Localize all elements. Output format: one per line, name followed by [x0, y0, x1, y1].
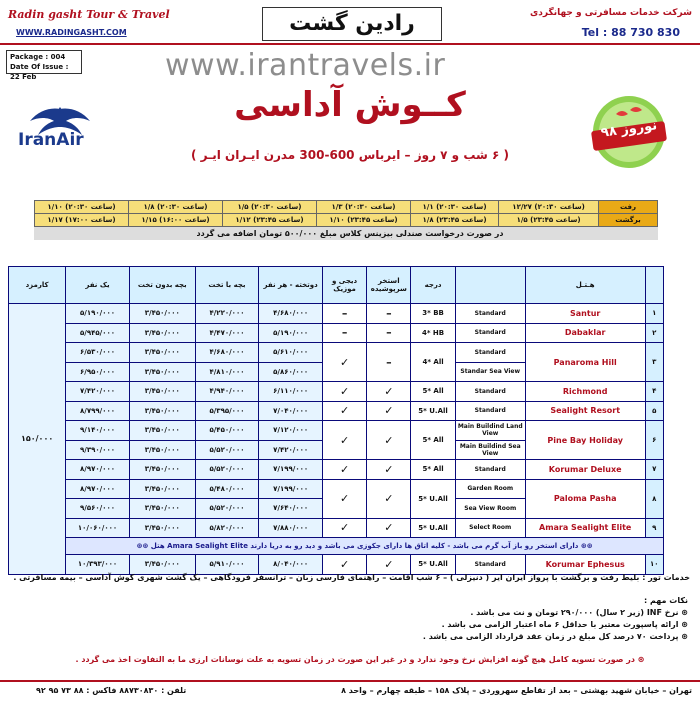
disco-mark: ✓	[322, 343, 366, 382]
flight-return-label: برگشت	[599, 214, 658, 227]
row-number: ۱	[645, 304, 663, 324]
amara-note-row	[9, 538, 664, 555]
price-child-nobed: ۳/۴۵۰/۰۰۰	[129, 479, 195, 499]
row-number: ۳	[645, 343, 663, 382]
watermark: www.irantravels.ir	[165, 48, 446, 83]
price-child-bed: ۴/۶۸۰/۰۰۰	[195, 343, 259, 363]
price-single: ۶/۹۵۰/۰۰۰	[66, 362, 130, 382]
price-single: ۹/۵۶۰/۰۰۰	[66, 499, 130, 519]
price-single: ۹/۳۹۰/۰۰۰	[66, 440, 130, 460]
room-type: Standard	[455, 343, 525, 363]
price-double: ۷/۱۹۹/۰۰۰	[259, 460, 323, 480]
flight-depart-label: رفت	[599, 201, 658, 214]
flight-cell: ۱/۱۰ (ساعت ۲۰:۳۰)	[35, 201, 129, 214]
flight-cell: ۱/۱۷ (ساعت ۱۷:۰۰)	[35, 214, 129, 227]
row-number: ۶	[645, 421, 663, 460]
note-item: ⊛ ارائه پاسپورت معتبر با حداقل ۶ ماه اعتبار الزامی می باشد .	[441, 620, 688, 629]
flight-cell: ۱/۱۰ (ساعت ۲۳:۴۵)	[316, 214, 410, 227]
price-single: ۸/۹۷۰/۰۰۰	[66, 460, 130, 480]
pool-mark: –	[367, 304, 411, 324]
pool-mark: ✓	[367, 555, 411, 575]
price-double: ۶/۱۱۰/۰۰۰	[259, 382, 323, 402]
flight-cell: ۱/۳ (ساعت ۲۰:۳۰)	[316, 201, 410, 214]
page-title: کــوش آداسی	[234, 85, 466, 125]
hotel-grade: 5* U.All	[411, 518, 455, 538]
airline-name: IranAir	[18, 130, 84, 150]
header-phone: Tel : 88 730 830	[581, 26, 680, 39]
pool-mark: ✓	[367, 460, 411, 480]
header-grade: درجه	[411, 267, 455, 304]
price-child-bed: ۴/۴۷۰/۰۰۰	[195, 323, 259, 343]
tour-services: خدمات تور : بلیط رفت و برگشت با پرواز ایران ایر ( دنیزلی ) – ۶ شب اقامت – راهنمای فارسی زبان – ترانسفر فرودگاهی – یک گشت شهری کوش آداسی – بیمه مسافرتی .	[13, 573, 690, 582]
price-double: ۷/۶۴۰/۰۰۰	[259, 499, 323, 519]
price-double: ۴/۶۸۰/۰۰۰	[259, 304, 323, 324]
header-child-nobed: بچه بدون تخت	[129, 267, 195, 304]
header-pool: استخر سرپوشیده	[367, 267, 411, 304]
room-type: Standard	[455, 460, 525, 480]
disco-mark: ✓	[322, 555, 366, 575]
table-row	[9, 555, 664, 575]
header-double: دوتخته - هر نفر	[259, 267, 323, 304]
hotel-grade: 3* BB	[411, 304, 455, 324]
footer-address: تهران – خیابان شهید بهشتی – بعد از تقاطع سهروردی – پلاک ۱۵۸ – طبقه چهارم – واحد ۸	[341, 686, 692, 695]
header-room	[455, 267, 525, 304]
disco-mark: ✓	[322, 460, 366, 480]
table-row	[9, 382, 664, 402]
note-item: ⊛ پرداخت ۷۰ درصد کل مبلغ در زمان عقد قرارداد الزامی می باشد .	[422, 632, 688, 641]
flight-cell: ۱۲/۲۷ (ساعت ۲۰:۳۰)	[499, 201, 599, 214]
price-double: ۵/۶۱۰/۰۰۰	[259, 343, 323, 363]
page-subtitle: ( ۶ شب و ۷ روز – ایرباس 600-300 مدرن ایـران ایـر )	[190, 148, 509, 162]
notes-heading: نکات مهم :	[644, 596, 688, 605]
price-child-bed: ۴/۸۱۰/۰۰۰	[195, 362, 259, 382]
row-number: ۲	[645, 323, 663, 343]
flight-cell: ۱/۱ (ساعت ۲۰:۳۰)	[410, 201, 498, 214]
flight-cell: ۱/۵ (ساعت ۲۳:۴۵)	[499, 214, 599, 227]
price-child-bed: ۵/۸۲۰/۰۰۰	[195, 518, 259, 538]
table-row	[9, 518, 664, 538]
pool-mark: ✓	[367, 479, 411, 518]
table-row	[9, 421, 664, 441]
price-child-bed: ۵/۹۱۰/۰۰۰	[195, 555, 259, 575]
pool-mark: –	[367, 343, 411, 382]
hotel-name: Paloma Pasha	[525, 479, 645, 518]
table-row	[9, 460, 664, 480]
currency-warning-note: ⊛ در صورت تسویه کامل هیچ گونه افزایش نرخ وجود ندارد و در غیر این صورت در زمان تسویه به علت نوسانات ارزی ما به التفاوت اخذ می گردد .	[75, 655, 645, 664]
price-child-nobed: ۳/۴۵۰/۰۰۰	[129, 499, 195, 519]
room-type: Standard	[455, 555, 525, 575]
brand-url-link[interactable]: WWW.RADINGASHT.COM	[16, 28, 127, 37]
price-child-bed: ۵/۴۵۰/۰۰۰	[195, 421, 259, 441]
disco-mark: ✓	[322, 382, 366, 402]
hotel-grade: 4* All	[411, 343, 455, 382]
commission-cell: ۱۵۰/۰۰۰	[9, 304, 66, 575]
price-single: ۷/۴۲۰/۰۰۰	[66, 382, 130, 402]
price-single: ۶/۵۳۰/۰۰۰	[66, 343, 130, 363]
hotel-name: Santur	[525, 304, 645, 324]
nowruz-badge-text: نوروز ۹۸	[599, 118, 659, 141]
disco-mark: ✓	[322, 518, 366, 538]
row-number: ۱۰	[645, 555, 663, 575]
room-type: Select Room	[455, 518, 525, 538]
header-commission: کارمزد	[9, 267, 66, 304]
price-double: ۷/۱۹۹/۰۰۰	[259, 479, 323, 499]
price-child-nobed: ۳/۴۵۰/۰۰۰	[129, 323, 195, 343]
table-row	[9, 479, 664, 499]
hotel-grade: 5* All	[411, 421, 455, 460]
header-disco: دیجی و موزیک	[322, 267, 366, 304]
price-double: ۷/۴۲۰/۰۰۰	[259, 440, 323, 460]
price-child-bed: ۵/۳۹۵/۰۰۰	[195, 401, 259, 421]
disco-mark: –	[322, 323, 366, 343]
price-child-nobed: ۳/۴۵۰/۰۰۰	[129, 401, 195, 421]
hotel-grade: 5* All	[411, 382, 455, 402]
room-type: Main Buildind Sea View	[455, 440, 525, 460]
flight-cell: ۱/۱۵ (ساعت ۱۶:۰۰)	[128, 214, 222, 227]
hotel-price-table	[8, 266, 664, 575]
pool-mark: ✓	[367, 382, 411, 402]
flight-cell: ۱/۱۲ (ساعت ۲۳:۴۵)	[222, 214, 316, 227]
price-double: ۵/۸۶۰/۰۰۰	[259, 362, 323, 382]
hotel-name: Amara Sealight Elite	[525, 518, 645, 538]
price-single: ۵/۱۹۰/۰۰۰	[66, 304, 130, 324]
header-single: یک نفر	[66, 267, 130, 304]
flight-cell: ۱/۸ (ساعت ۲۰:۳۰)	[128, 201, 222, 214]
flights-return-row	[35, 214, 658, 227]
pool-mark: –	[367, 323, 411, 343]
room-type: Standard	[455, 304, 525, 324]
price-double: ۵/۱۹۰/۰۰۰	[259, 323, 323, 343]
flights-table	[34, 200, 658, 227]
table-row	[9, 401, 664, 421]
hotel-name: Pine Bay Holiday	[525, 421, 645, 460]
disco-mark: ✓	[322, 401, 366, 421]
package-number: Package : 004	[10, 53, 66, 61]
price-child-nobed: ۳/۴۵۰/۰۰۰	[129, 555, 195, 575]
price-child-bed: ۵/۵۲۰/۰۰۰	[195, 499, 259, 519]
footer-phone-fax: تلفن : ۸۸۷۳۰۸۳۰ فاکس : ۸۸ ۷۳ ۹۵ ۹۲	[36, 686, 187, 695]
room-type: Standard	[455, 401, 525, 421]
note-item: ⊛ نرخ INF (زیر ۲ سال) ۲۹۰/۰۰۰ تومان و نت می باشد .	[470, 608, 688, 617]
brand-title-fa: رادین گشت	[289, 11, 415, 36]
price-child-nobed: ۳/۴۵۰/۰۰۰	[129, 362, 195, 382]
table-row	[9, 343, 664, 363]
row-number: ۷	[645, 460, 663, 480]
price-single: ۸/۹۷۰/۰۰۰	[66, 479, 130, 499]
hotel-name: Korumar Deluxe	[525, 460, 645, 480]
disco-mark: –	[322, 304, 366, 324]
amara-note: ⊛⊛ هتل Amara Sealight Elite دارای استخر رو باز آب گرم می باشد - کلیه اتاق ها دارای جکوزی می باشد و دید رو به دریا دارند ⊛⊛	[66, 538, 664, 555]
price-single: ۱۰/۰۶۰/۰۰۰	[66, 518, 130, 538]
flight-cell: ۱/۵ (ساعت ۲۰:۳۰)	[222, 201, 316, 214]
hotel-name: Dabaklar	[525, 323, 645, 343]
room-type: Garden Room	[455, 479, 525, 499]
hotel-grade: 5* All	[411, 460, 455, 480]
hotel-name: Sealight Resort	[525, 401, 645, 421]
price-child-bed: ۵/۴۸۰/۰۰۰	[195, 479, 259, 499]
price-child-nobed: ۳/۴۵۰/۰۰۰	[129, 421, 195, 441]
price-child-nobed: ۳/۴۵۰/۰۰۰	[129, 304, 195, 324]
price-single: ۵/۹۴۵/۰۰۰	[66, 323, 130, 343]
table-header-row	[9, 267, 664, 304]
header-child-bed: بچه با تخت	[195, 267, 259, 304]
pool-mark: ✓	[367, 401, 411, 421]
hotel-grade: 5* U.All	[411, 401, 455, 421]
price-double: ۷/۸۸۰/۰۰۰	[259, 518, 323, 538]
hotel-name: Korumar Ephesus	[525, 555, 645, 575]
price-single: ۱۰/۳۹۳/۰۰۰	[66, 555, 130, 575]
price-child-nobed: ۳/۴۵۰/۰۰۰	[129, 460, 195, 480]
hotel-name: Panaroma Hill	[525, 343, 645, 382]
package-date: Date Of Issue : 22 Feb	[10, 63, 69, 81]
room-type: Standard	[455, 382, 525, 402]
price-child-bed: ۵/۵۲۰/۰۰۰	[195, 460, 259, 480]
room-type: Sea View Room	[455, 499, 525, 519]
price-double: ۸/۰۴۰/۰۰۰	[259, 555, 323, 575]
hotel-grade: 5* U.All	[411, 479, 455, 518]
price-single: ۸/۷۹۹/۰۰۰	[66, 401, 130, 421]
business-class-note: در صورت درخواست صندلی بیزینس کلاس مبلغ ۵۰۰/۰۰۰ تومان اضافه می گردد	[196, 229, 504, 238]
brand-name-en: Radin gasht Tour & Travel	[8, 8, 170, 21]
row-number: ۵	[645, 401, 663, 421]
price-child-bed: ۴/۹۴۰/۰۰۰	[195, 382, 259, 402]
price-double: ۷/۰۴۰/۰۰۰	[259, 401, 323, 421]
flights-depart-row	[35, 201, 658, 214]
price-child-nobed: ۳/۴۵۰/۰۰۰	[129, 343, 195, 363]
header-num	[645, 267, 663, 304]
pool-mark: ✓	[367, 421, 411, 460]
price-child-nobed: ۳/۴۵۰/۰۰۰	[129, 382, 195, 402]
brand-title-box	[262, 7, 442, 41]
disco-mark: ✓	[322, 479, 366, 518]
row-number: ۸	[645, 479, 663, 518]
pool-mark: ✓	[367, 518, 411, 538]
company-name-fa: شرکت خدمات مسافرتی و جهانگردی	[530, 8, 692, 18]
price-double: ۷/۱۲۰/۰۰۰	[259, 421, 323, 441]
table-row	[9, 323, 664, 343]
table-row	[9, 304, 664, 324]
price-child-bed: ۵/۵۲۰/۰۰۰	[195, 440, 259, 460]
room-type: Standar Sea View	[455, 362, 525, 382]
price-child-nobed: ۳/۴۵۰/۰۰۰	[129, 518, 195, 538]
row-number: ۴	[645, 382, 663, 402]
disco-mark: ✓	[322, 421, 366, 460]
hotel-grade: 5* U.All	[411, 555, 455, 575]
row-number: ۹	[645, 518, 663, 538]
header-hotel: هـتـل	[525, 267, 645, 304]
header-rule	[0, 43, 700, 45]
price-child-bed: ۴/۲۲۰/۰۰۰	[195, 304, 259, 324]
price-single: ۹/۱۴۰/۰۰۰	[66, 421, 130, 441]
flight-cell: ۱/۸ (ساعت ۲۳:۴۵)	[410, 214, 498, 227]
hotel-name: Richmond	[525, 382, 645, 402]
package-box	[6, 50, 82, 81]
price-child-nobed: ۳/۴۵۰/۰۰۰	[129, 440, 195, 460]
room-type: Standard	[455, 323, 525, 343]
room-type: Main Buildind Land View	[455, 421, 525, 441]
hotel-grade: 4* HB	[411, 323, 455, 343]
